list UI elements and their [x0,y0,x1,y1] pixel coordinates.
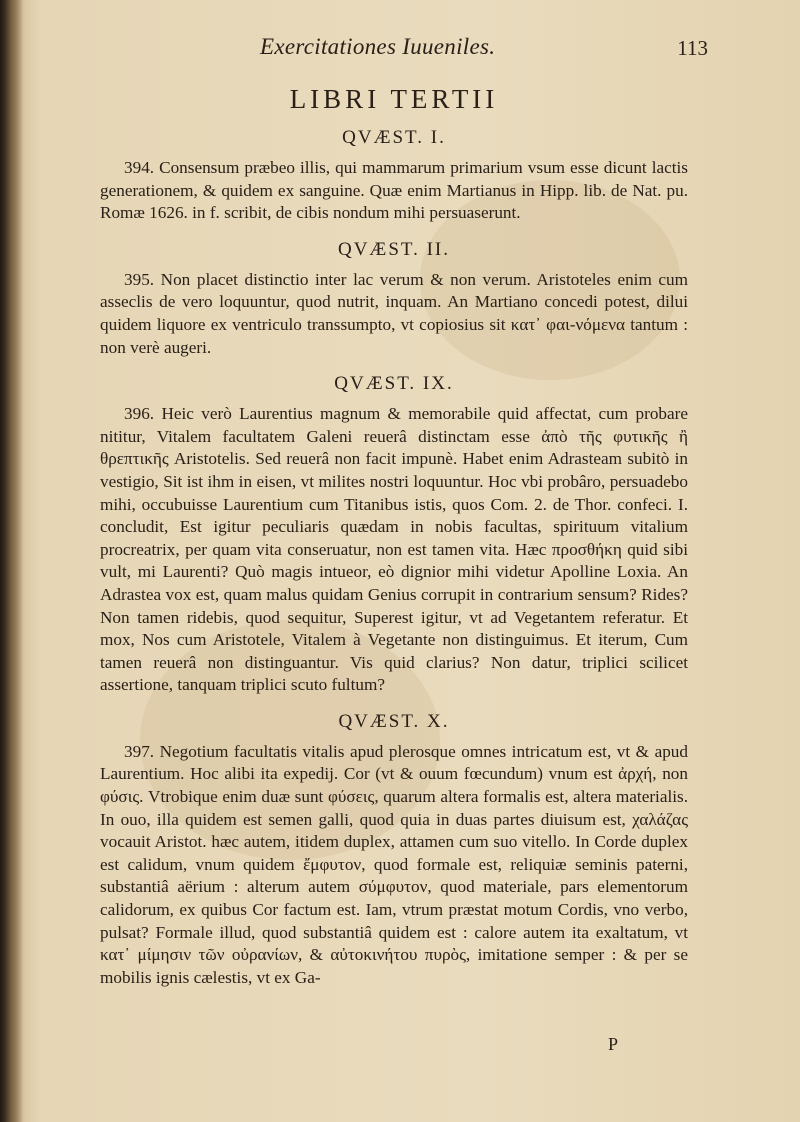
page-number: 113 [677,36,708,60]
section-paragraph: 394. Consensum præbeo illis, qui mammarum primarium vsum esse dicunt lactis generationem, & quidem ex sanguine. Quæ enim Martianus in Hipp. lib. de Nat. pu. Romæ 1626. in f. scribit, de cibis nondum mihi persuaserunt. [100,158,688,223]
catchword: P [608,1034,619,1054]
book-title: LIBRI TERTII [289,84,499,114]
section-heading: QVÆST. I. [342,127,446,148]
section-heading: QVÆST. II. [337,238,450,260]
page-binding-shadow [0,0,24,1122]
section-heading: QVÆST. X. [338,710,450,732]
page-content [100,34,708,1054]
section-paragraph: 395. Non placet distinctio inter lac verum & non verum. Aristoteles enim cum asseclis de vero loquuntur, quod nutrit, inquam. An Martiano concedi potest, dilui quidem liquore ex ventriculo transsumpto, vt copiosius sit κατ᾽ φαι-νόμενα tantum : non verè augeri. [100,269,688,357]
running-title: Exercitationes Iuueniles. [260,34,496,59]
section-paragraph: 397. Negotium facultatis vitalis apud plerosque omnes intricatum est, vt & apud Laurentium. Hoc alibi ita expedij. Cor (vt & ouum fœcundum) vnum est ἀρχή, non φύσις. Vtrobique enim duæ sunt φύσεις, quarum altera formalis est, altera materialis. In ouo, illa quidem est semen galli, quod quia in duas partes diuisum est, χαλάζας vocauit Aristot. hæc autem, itidem duplex, attamen cum suo vitello. In Corde duplex est calidum, vnum quidem ἔμφυτον, quod formale est, reliquiæ seminis paterni, substantiâ aërium : alterum autem σύμφυτον, quod materiale, pars elementorum calidorum, ex quibus Cor factum est. Iam, vtrum præstat motum Cordis, vno verbo, pulsat? Formale illud, quod substantiâ quidem est : calore autem ita exaltatum, vt κατ᾽ μίμησιν τῶν οὐρανίων, & αὐτοκινήτου πυρὸς, imitatione semper : & per se mobilis ignis cælestis, vt ex Ga- [100,741,688,987]
section-paragraph: 396. Heic verò Laurentius magnum & memorabile quid affectat, cum probare nititur, Vitalem facultatem Galeni reuerâ distinctam esse ἀπὸ τῆς φυτικῆς ἢ θρεπτικῆς Aristotelis. Sed reuerâ non facit impunè. Habet enim Adrasteam subitò in vestigio, Sit ist ihm in eisen, vt milites nostri loquuntur. Hoc vbi probâro, persuadebo mihi, occubuisse Laurentium cum Titanibus istis, quos Com. 2. de Thor. confeci. I. concludit, Est igitur peculiaris quædam in nobis facultas, spirituum vitalium procreatrix, per quam vita conseruatur, non est tamen vita. Hæc προσθήκη quid sibi vult, mi Laurenti? Quò magis intueor, eò dignior mihi videtur Apolline Loxia. An Adrastea vox est, quam malus quidam Genius corrupit in contrarium sensum? Rides? Non tamen ridebis, quod sequitur, Superest igitur, vt ad Vegetantem referatur. Et mox, Nos cum Aristotele, Vitalem à Vegetante non distinguimus. Et iterum, Cum tamen reuerâ non distinguantur. Vis quid clarius? Non datur, triplici scilicet assertione, tanquam triplici scuto fultum? [100,404,688,695]
section-heading: QVÆST. IX. [334,373,454,395]
running-head [100,34,708,74]
